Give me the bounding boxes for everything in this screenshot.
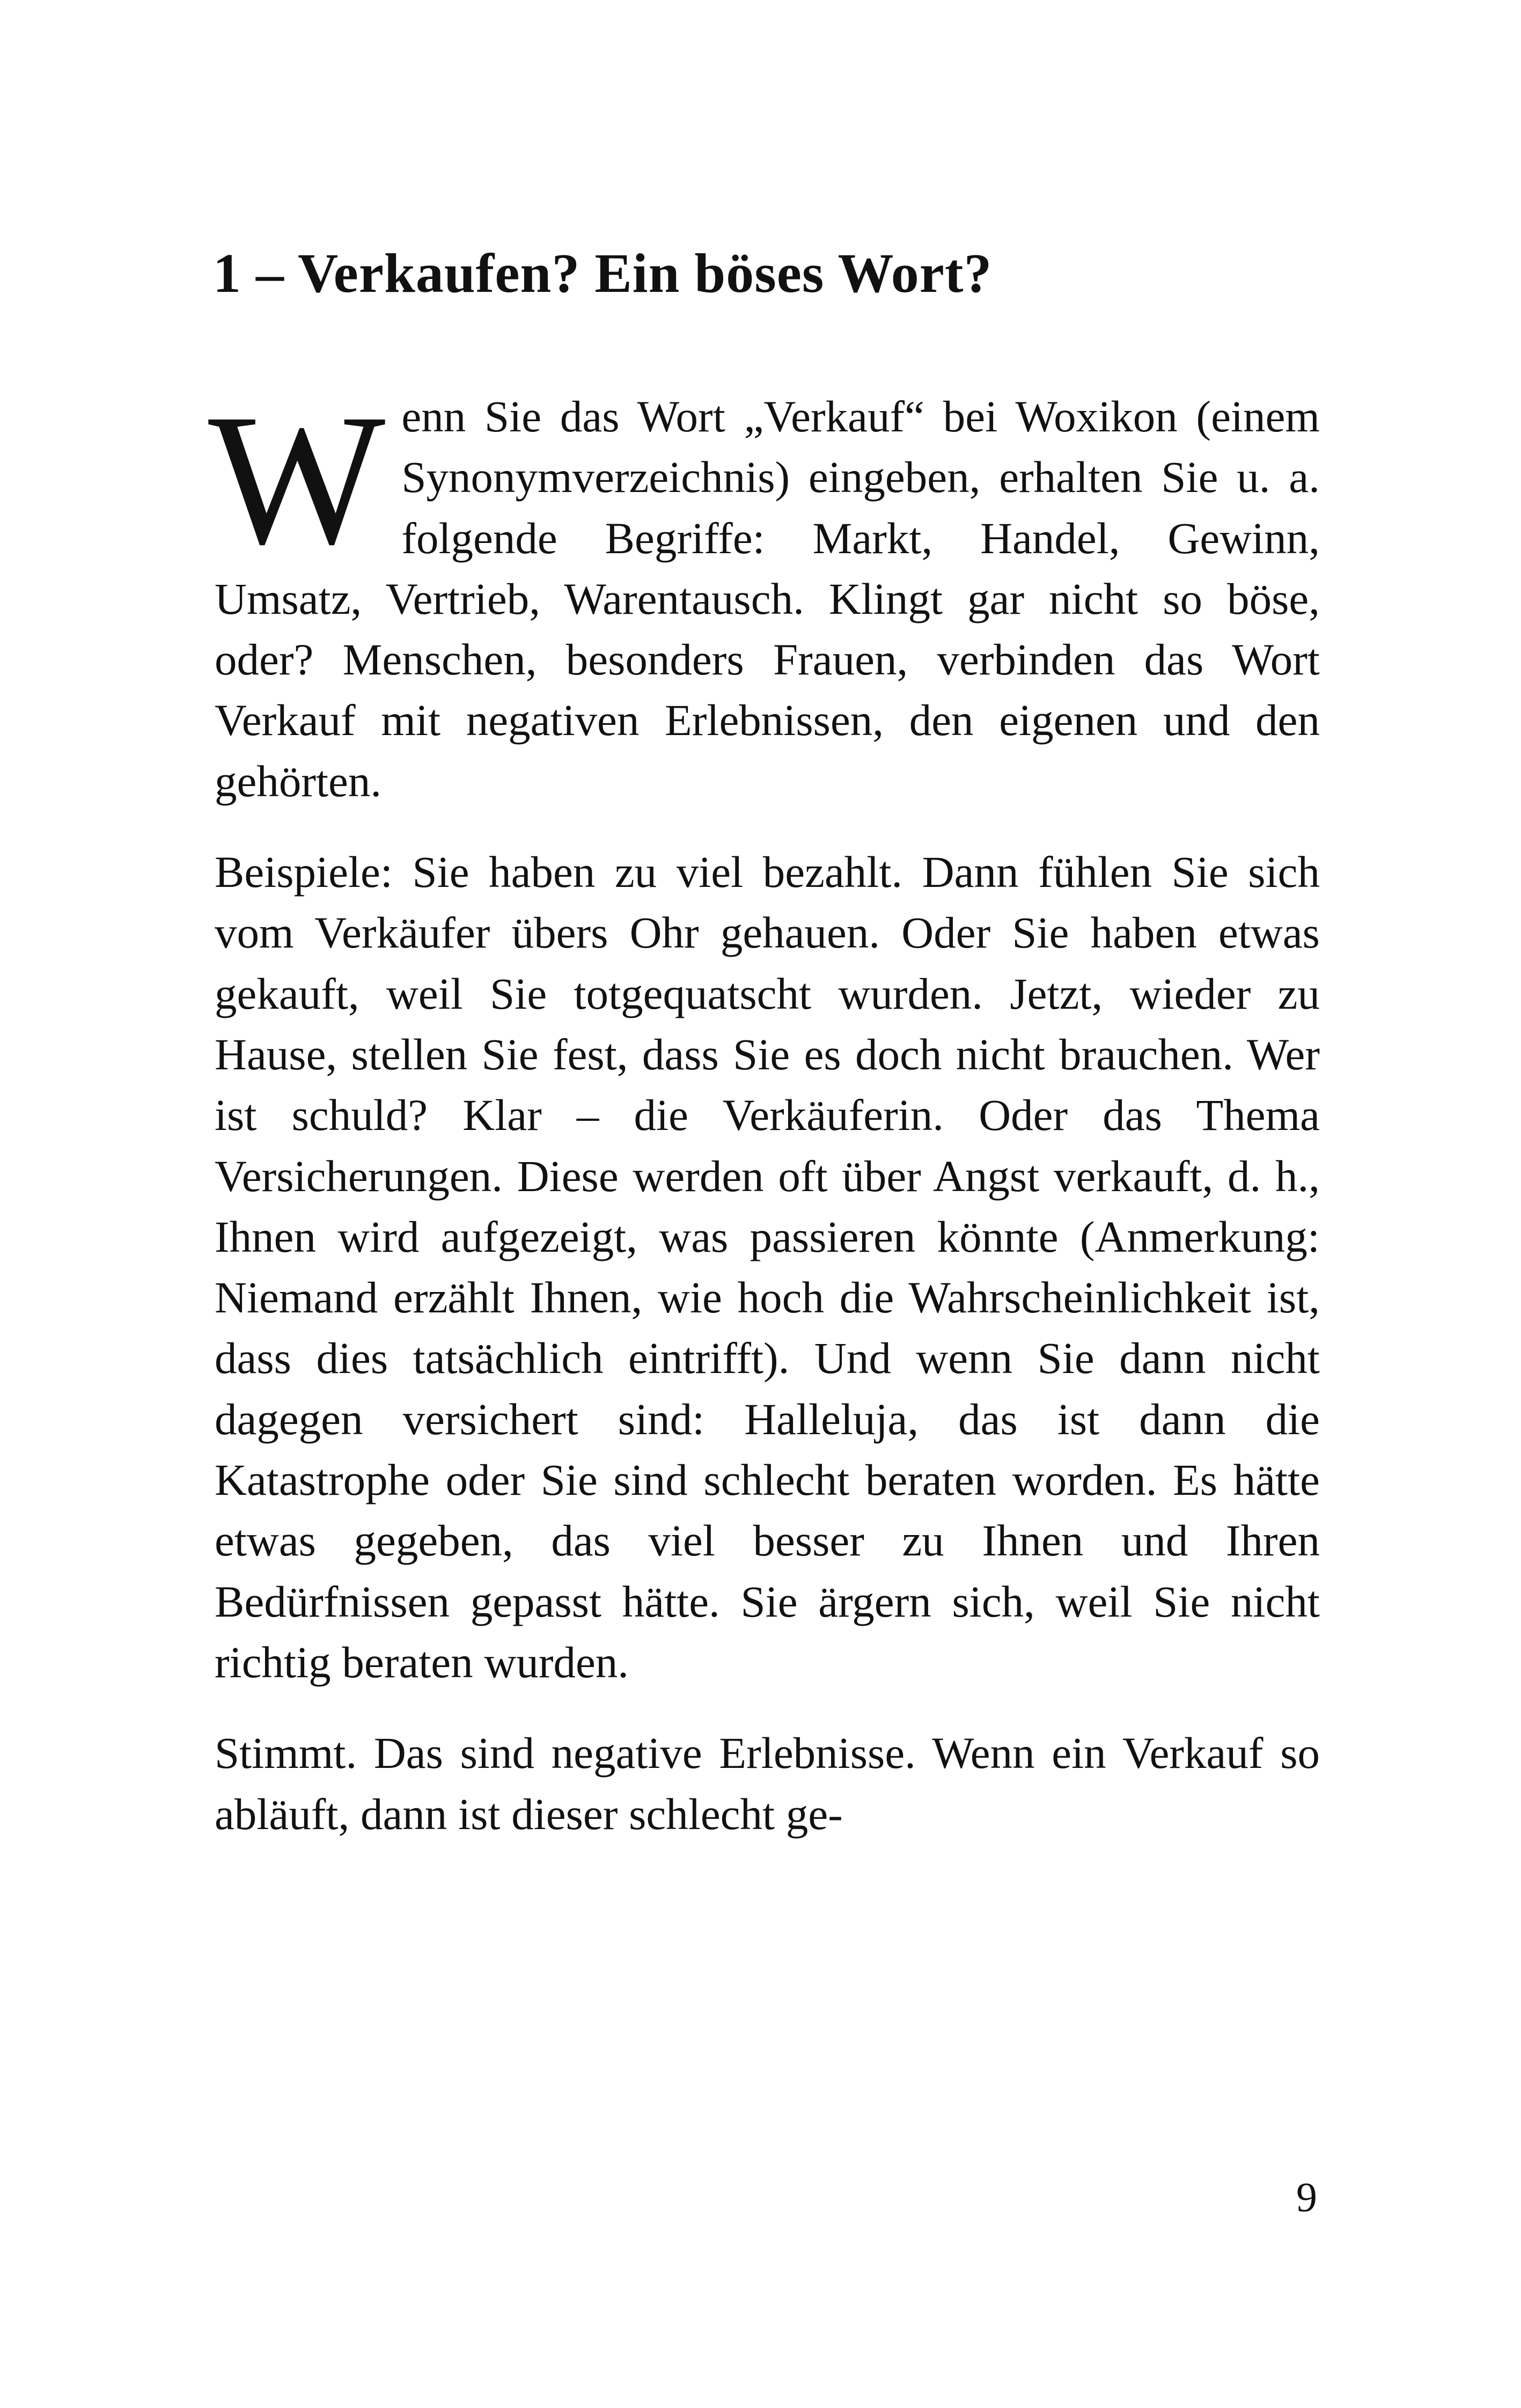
paragraph-intro-text: enn Sie das Wort „Verkauf“ bei Woxikon (einem Synonymverzeichnis) eingeben, erhalten Sie u. a. folgende Begriffe: Markt, Handel, Gewinn, Umsatz, Vertrieb, Warentausch. Klingt gar nicht so böse, oder? Menschen, besonders Frauen, verbinden das Wort Verkauf mit negativen Erlebnissen, den eigenen und den gehörten. [215, 392, 1320, 806]
chapter-title: 1 – Verkaufen? Ein böses Wort? [213, 243, 993, 304]
paragraph-examples: Beispiele: Sie haben zu viel bezahlt. Dann fühlen Sie sich vom Verkäufer übers Ohr gehauen. Oder Sie haben etwas gekauft, weil Sie totgequatscht wurden. Jetzt, wieder zu Hause, stellen Sie fest, dass Sie es doch nicht brauchen. Wer ist schuld? Klar – die Verkäuferin. Oder das Thema Versicherungen. Diese werden oft über Angst verkauft, d. h., Ihnen wird aufgezeigt, was passieren könnte (Anmerkung: Niemand erzählt Ihnen, wie hoch die Wahrscheinlichkeit ist, dass dies tatsächlich eintrifft). Und wenn Sie dann nicht dagegen versichert sind: Halleluja, das ist dann die Katastrophe oder Sie sind schlecht beraten worden. Es hätte etwas gegeben, das viel besser zu Ihnen und Ihren Bedürfnissen gepasst hätte. Sie ärgern sich, weil Sie nicht richtig beraten wurden. [215, 847, 1320, 1687]
paragraph-intro [208, 375, 1320, 812]
page-number: 9 [1296, 2174, 1317, 2220]
drop-cap: W [208, 375, 386, 583]
paragraph-conclusion: Stimmt. Das sind negative Erlebnisse. Wenn ein Verkauf so abläuft, dann ist dieser schlecht ge- [215, 1728, 1320, 1839]
body-text [208, 375, 1320, 1875]
